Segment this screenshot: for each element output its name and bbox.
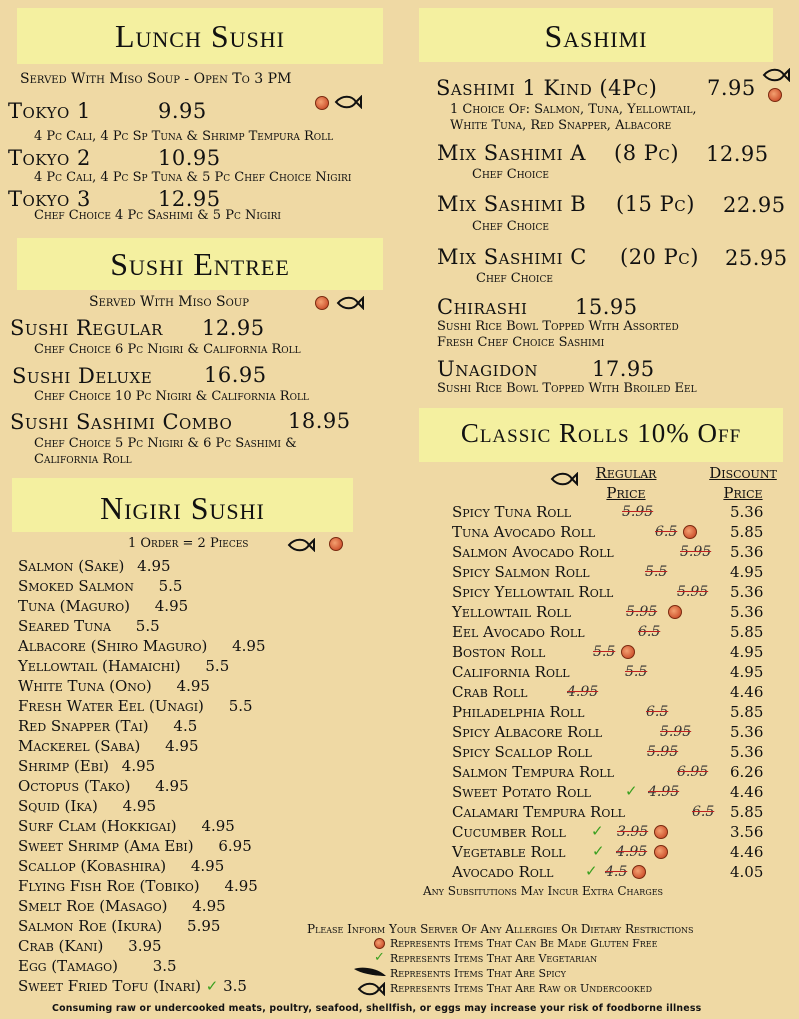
- foodborne-illness-warning: Consuming raw or undercooked meats, poultry, seafood, shellfish, or eggs may increase your risk of foodborne illness: [52, 1003, 702, 1014]
- roll-regular-price: 5.95: [647, 744, 679, 760]
- regular-header-line1: Regular: [595, 464, 657, 482]
- roll-regular-price: 6.95: [677, 764, 709, 780]
- discount-header-line2: Price: [723, 484, 763, 502]
- sashimi-item-name: Sashimi 1 Kind (4Pc): [436, 76, 658, 100]
- roll-name: Spicy Tuna Roll: [452, 503, 572, 521]
- lunch-item-price: 12.95: [158, 187, 221, 211]
- roll-regular-price: 6.5: [638, 624, 661, 640]
- lunch-item-desc: Chef Choice 4 Pc Sashimi & 5 Pc Nigiri: [34, 208, 281, 223]
- sashimi-item-desc: 1 Choice Of: Salmon, Tuna, Yellowtail,: [450, 102, 697, 117]
- roll-discount-price: 5.36: [730, 603, 764, 621]
- classic-rolls-banner: [419, 408, 783, 462]
- gluten-free-icon: [654, 845, 668, 859]
- roll-regular-price: 4.95: [567, 684, 599, 700]
- nigiri-item: Smelt Roe (Masago) 4.95: [18, 897, 226, 915]
- roll-discount-price: 5.36: [730, 743, 764, 761]
- roll-regular-price: 6.5: [692, 804, 715, 820]
- entree-item-desc: Chef Choice 5 Pc Nigiri & 6 Pc Sashimi &: [34, 436, 297, 451]
- nigiri-note: 1 Order = 2 Pieces: [128, 536, 249, 551]
- lunch-item-desc: 4 Pc Cali, 4 Pc Sp Tuna & 5 Pc Chef Choice Nigiri: [34, 170, 352, 185]
- gluten-free-icon: [632, 865, 646, 879]
- sashimi-item-desc: Sushi Rice Bowl Topped With Assorted: [437, 319, 679, 334]
- sashimi-item-name: Mix Sashimi B: [437, 192, 587, 216]
- roll-name: Boston Roll: [452, 643, 546, 661]
- sashimi-item-name: Chirashi: [437, 295, 528, 319]
- legend-gluten-free: Represents Items That Can Be Made Gluten Free: [390, 937, 658, 950]
- roll-regular-price: 5.95: [680, 544, 712, 560]
- nigiri-item: Shrimp (Ebi) 4.95: [18, 757, 156, 775]
- roll-name: Salmon Tempura Roll: [452, 763, 614, 781]
- raw-fish-icon: [287, 538, 315, 552]
- discount-header-line1: Discount: [709, 464, 777, 482]
- entree-item-name: Sushi Regular: [10, 316, 163, 340]
- roll-name: Vegetable Roll: [452, 843, 566, 861]
- nigiri-item: Sweet Fried Tofu (Inari) ✓ 3.5: [18, 977, 247, 995]
- gluten-free-icon: [329, 537, 343, 551]
- gluten-free-icon: [374, 938, 385, 949]
- nigiri-sushi-title: Nigiri Sushi: [100, 490, 265, 526]
- sashimi-item-price: 22.95: [723, 193, 786, 217]
- roll-name: Philadelphia Roll: [452, 703, 585, 721]
- nigiri-item: Squid (Ika) 4.95: [18, 797, 157, 815]
- sashimi-item-price: 15.95: [575, 295, 638, 319]
- raw-fish-icon: [356, 982, 386, 996]
- classic-rolls-title: Classic Rolls 10% Off: [460, 418, 742, 448]
- gluten-free-icon: [621, 645, 635, 659]
- nigiri-item: White Tuna (Ono) 4.95: [18, 677, 210, 695]
- nigiri-item: Flying Fish Roe (Tobiko) 4.95: [18, 877, 258, 895]
- roll-regular-price: 4.95: [648, 784, 680, 800]
- roll-name: Tuna Avocado Roll: [452, 523, 596, 541]
- nigiri-item: Egg (Tamago) 3.5: [18, 957, 177, 975]
- allergy-note: Please Inform Your Server Of Any Allergies Or Dietary Restrictions: [307, 922, 694, 936]
- roll-regular-price: 6.5: [655, 524, 678, 540]
- raw-fish-icon: [550, 472, 578, 486]
- lunch-sushi-banner: [17, 8, 383, 64]
- nigiri-item: Salmon Roe (Ikura) 5.95: [18, 917, 221, 935]
- roll-discount-price: 6.26: [730, 763, 764, 781]
- regular-header-line2: Price: [606, 484, 646, 502]
- roll-regular-price: 5.95: [660, 724, 692, 740]
- roll-regular-price: 3.95: [617, 824, 649, 840]
- roll-name: Sweet Potato Roll: [452, 783, 591, 801]
- sashimi-item-price: 25.95: [725, 246, 788, 270]
- substitution-note: Any Subsitutions May Incur Extra Charges: [423, 884, 664, 898]
- nigiri-item: Red Snapper (Tai) 4.5: [18, 717, 198, 735]
- sashimi-item-price: 7.95: [707, 76, 756, 100]
- sashimi-item-pieces: (8 Pc): [614, 141, 680, 165]
- vegetarian-icon: ✓: [592, 842, 605, 860]
- roll-discount-price: 5.36: [730, 723, 764, 741]
- lunch-note: Served With Miso Soup - Open To 3 PM: [20, 71, 292, 87]
- roll-name: Avocado Roll: [452, 863, 554, 881]
- roll-regular-price: 6.5: [646, 704, 669, 720]
- roll-name: Spicy Salmon Roll: [452, 563, 590, 581]
- gluten-free-icon: [668, 605, 682, 619]
- sashimi-item-name: Mix Sashimi C: [437, 245, 587, 269]
- nigiri-item: Yellowtail (Hamaichi) 5.5: [18, 657, 230, 675]
- roll-discount-price: 4.46: [730, 783, 764, 801]
- sashimi-item-pieces: (20 Pc): [620, 245, 699, 269]
- sashimi-item-name: Mix Sashimi A: [437, 141, 586, 165]
- roll-discount-price: 5.85: [730, 803, 764, 821]
- sashimi-item-desc: Sushi Rice Bowl Topped With Broiled Eel: [437, 381, 697, 396]
- roll-discount-price: 4.95: [730, 563, 764, 581]
- roll-discount-price: 5.85: [730, 703, 764, 721]
- roll-name: Crab Roll: [452, 683, 528, 701]
- roll-name: California Roll: [452, 663, 570, 681]
- roll-regular-price: 5.5: [645, 564, 668, 580]
- lunch-sushi-title: Lunch Sushi: [114, 18, 286, 54]
- lunch-item-name: Tokyo 1: [8, 99, 91, 123]
- roll-regular-price: 5.5: [593, 644, 616, 660]
- raw-fish-icon: [336, 296, 364, 310]
- vegetarian-icon: ✓: [625, 782, 638, 800]
- sashimi-item-pieces: (15 Pc): [616, 192, 695, 216]
- nigiri-item: Salmon (Sake) 4.95: [18, 557, 171, 575]
- vegetarian-icon: ✓: [374, 950, 385, 965]
- nigiri-item: Fresh Water Eel (Unagi) 5.5: [18, 697, 253, 715]
- nigiri-item: Albacore (Shiro Maguro) 4.95: [18, 637, 266, 655]
- entree-note: Served With Miso Soup: [89, 294, 249, 310]
- roll-discount-price: 4.95: [730, 643, 764, 661]
- lunch-item-desc: 4 Pc Cali, 4 Pc Sp Tuna & Shrimp Tempura Roll: [34, 129, 334, 144]
- sashimi-item-name: Unagidon: [437, 357, 539, 381]
- vegetarian-icon: ✓: [205, 977, 219, 995]
- sashimi-item-desc: Chef Choice: [472, 167, 549, 182]
- sashimi-item-price: 17.95: [592, 357, 655, 381]
- nigiri-sushi-banner: [12, 478, 353, 532]
- sashimi-item-price: 12.95: [706, 142, 769, 166]
- roll-name: Calamari Tempura Roll: [452, 803, 625, 821]
- roll-discount-price: 5.36: [730, 543, 764, 561]
- gluten-free-icon: [315, 96, 329, 110]
- roll-discount-price: 4.46: [730, 843, 764, 861]
- raw-fish-icon: [762, 68, 790, 82]
- nigiri-item: Surf Clam (Hokkigai) 4.95: [18, 817, 235, 835]
- legend-vegetarian: Represents Items That Are Vegetarian: [390, 952, 598, 965]
- nigiri-item: Tuna (Maguro) 4.95: [18, 597, 189, 615]
- roll-regular-price: 4.5: [605, 864, 628, 880]
- regular-price-header: [586, 463, 666, 503]
- sashimi-item-desc: White Tuna, Red Snapper, Albacore: [450, 118, 672, 133]
- roll-name: Yellowtail Roll: [452, 603, 571, 621]
- nigiri-item: Octopus (Tako) 4.95: [18, 777, 189, 795]
- legend-raw: Represents Items That Are Raw or Undercooked: [390, 982, 653, 995]
- roll-regular-price: 5.95: [626, 604, 658, 620]
- nigiri-item: Mackerel (Saba) 4.95: [18, 737, 199, 755]
- lunch-item-price: 9.95: [158, 99, 207, 123]
- gluten-free-icon: [683, 525, 697, 539]
- entree-item-name: Sushi Sashimi Combo: [10, 410, 233, 434]
- sushi-entree-title: Sushi Entree: [110, 246, 290, 282]
- spicy-pepper-icon: [352, 966, 388, 978]
- nigiri-item: Scallop (Kobashira) 4.95: [18, 857, 225, 875]
- discount-price-header: [697, 463, 789, 503]
- nigiri-item: Sweet Shrimp (Ama Ebi) 6.95: [18, 837, 252, 855]
- roll-name: Cucumber Roll: [452, 823, 566, 841]
- roll-discount-price: 5.85: [730, 523, 764, 541]
- entree-item-price: 16.95: [204, 363, 267, 387]
- roll-discount-price: 5.36: [730, 583, 764, 601]
- nigiri-item: Smoked Salmon 5.5: [18, 577, 183, 595]
- lunch-item-name: Tokyo 3: [8, 187, 91, 211]
- vegetarian-icon: ✓: [585, 862, 598, 880]
- entree-item-price: 12.95: [202, 316, 265, 340]
- raw-fish-icon: [334, 95, 362, 109]
- roll-discount-price: 4.05: [730, 863, 764, 881]
- roll-name: Spicy Albacore Roll: [452, 723, 603, 741]
- gluten-free-icon: [654, 825, 668, 839]
- entree-item-desc: California Roll: [34, 452, 132, 467]
- legend-spicy: Represents Items That Are Spicy: [390, 967, 566, 980]
- roll-name: Spicy Scallop Roll: [452, 743, 592, 761]
- roll-discount-price: 5.36: [730, 503, 764, 521]
- roll-regular-price: 5.5: [625, 664, 648, 680]
- entree-item-desc: Chef Choice 6 Pc Nigiri & California Roll: [34, 342, 301, 357]
- sashimi-banner: [419, 8, 773, 62]
- sashimi-item-desc: Chef Choice: [472, 219, 549, 234]
- sashimi-title: Sashimi: [544, 18, 648, 54]
- roll-discount-price: 4.95: [730, 663, 764, 681]
- roll-regular-price: 5.95: [622, 504, 654, 520]
- lunch-item-price: 10.95: [158, 146, 221, 170]
- gluten-free-icon: [768, 88, 782, 102]
- lunch-item-name: Tokyo 2: [8, 146, 91, 170]
- sashimi-item-desc: Fresh Chef Choice Sashimi: [437, 335, 605, 350]
- roll-regular-price: 5.95: [677, 584, 709, 600]
- roll-name: Spicy Yellowtail Roll: [452, 583, 614, 601]
- sashimi-item-desc: Chef Choice: [476, 271, 553, 286]
- nigiri-item: Seared Tuna 5.5: [18, 617, 160, 635]
- roll-discount-price: 3.56: [730, 823, 764, 841]
- sushi-entree-banner: [17, 238, 383, 290]
- entree-item-name: Sushi Deluxe: [12, 364, 153, 388]
- roll-name: Eel Avocado Roll: [452, 623, 585, 641]
- entree-item-price: 18.95: [288, 409, 351, 433]
- roll-name: Salmon Avocado Roll: [452, 543, 614, 561]
- vegetarian-icon: ✓: [591, 822, 604, 840]
- roll-discount-price: 4.46: [730, 683, 764, 701]
- roll-discount-price: 5.85: [730, 623, 764, 641]
- nigiri-item: Crab (Kani) 3.95: [18, 937, 162, 955]
- gluten-free-icon: [315, 296, 329, 310]
- entree-item-desc: Chef Choice 10 Pc Nigiri & California Roll: [34, 389, 309, 404]
- roll-regular-price: 4.95: [616, 844, 648, 860]
